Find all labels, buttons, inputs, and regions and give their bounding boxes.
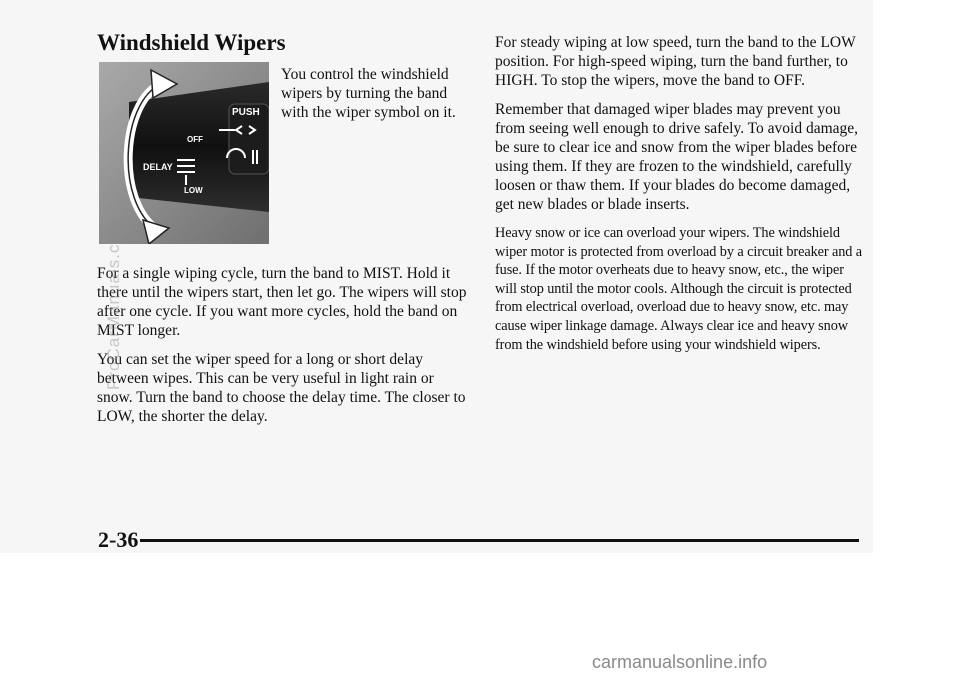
paragraph-single-wipe: For a single wiping cycle, turn the band to MIST. Hold it there until the wipers start, then let go. The wipers will stop after one cycle. If you want more cycles, hold the band on MIST longer. — [97, 265, 467, 339]
wiper-control-photo — [99, 62, 269, 244]
footer-rule — [140, 539, 859, 542]
off-label: OFF — [187, 135, 203, 144]
paragraph-overload: Heavy snow or ice can overload your wipers. The windshield wiper motor is protected from overload by a circuit breaker and a fuse. If the motor overheats due to heavy snow, etc., the wiper will stop until the motor cools. Although the circuit is protected from electrical overload, overload due to heavy snow, etc. may cause wiper linkage damage. Always clear ice and heavy snow from the windshield before using your windshield wipers. — [495, 225, 863, 353]
low-label: LOW — [184, 186, 203, 195]
page-number: 2-36 — [98, 527, 139, 552]
page-title: Windshield Wipers — [97, 30, 286, 55]
paragraph-steady-wiping: For steady wiping at low speed, turn the band to the LOW position. For high-speed wiping, turn the band further, to HIGH. To stop the wipers, move the band to OFF. — [495, 34, 856, 89]
push-label: PUSH — [232, 107, 260, 118]
intro-paragraph: You control the windshield wipers by turning the band with the wiper symbol on it. — [281, 66, 456, 121]
left-column — [97, 264, 472, 436]
right-column — [495, 33, 865, 364]
paragraph-damaged-blades: Remember that damaged wiper blades may prevent you from seeing well enough to drive safely. To avoid damage, be sure to clear ice and snow from the wiper blades before using them. If they are frozen to the windshield, carefully loosen or thaw them. If your blades do become damaged, get new blades or blade inserts. — [495, 101, 859, 213]
bottom-watermark: carmanualsonline.info — [592, 652, 768, 672]
side-watermark: ProCarManuals.com — [104, 218, 123, 390]
wiper-stalk-illustration — [99, 62, 269, 244]
delay-label: DELAY — [143, 162, 173, 172]
paragraph-delay: You can set the wiper speed for a long or short delay between wipes. This can be very useful in light rain or snow. Turn the band to choose the delay time. The closer to LOW, the shorter the delay. — [97, 351, 466, 425]
